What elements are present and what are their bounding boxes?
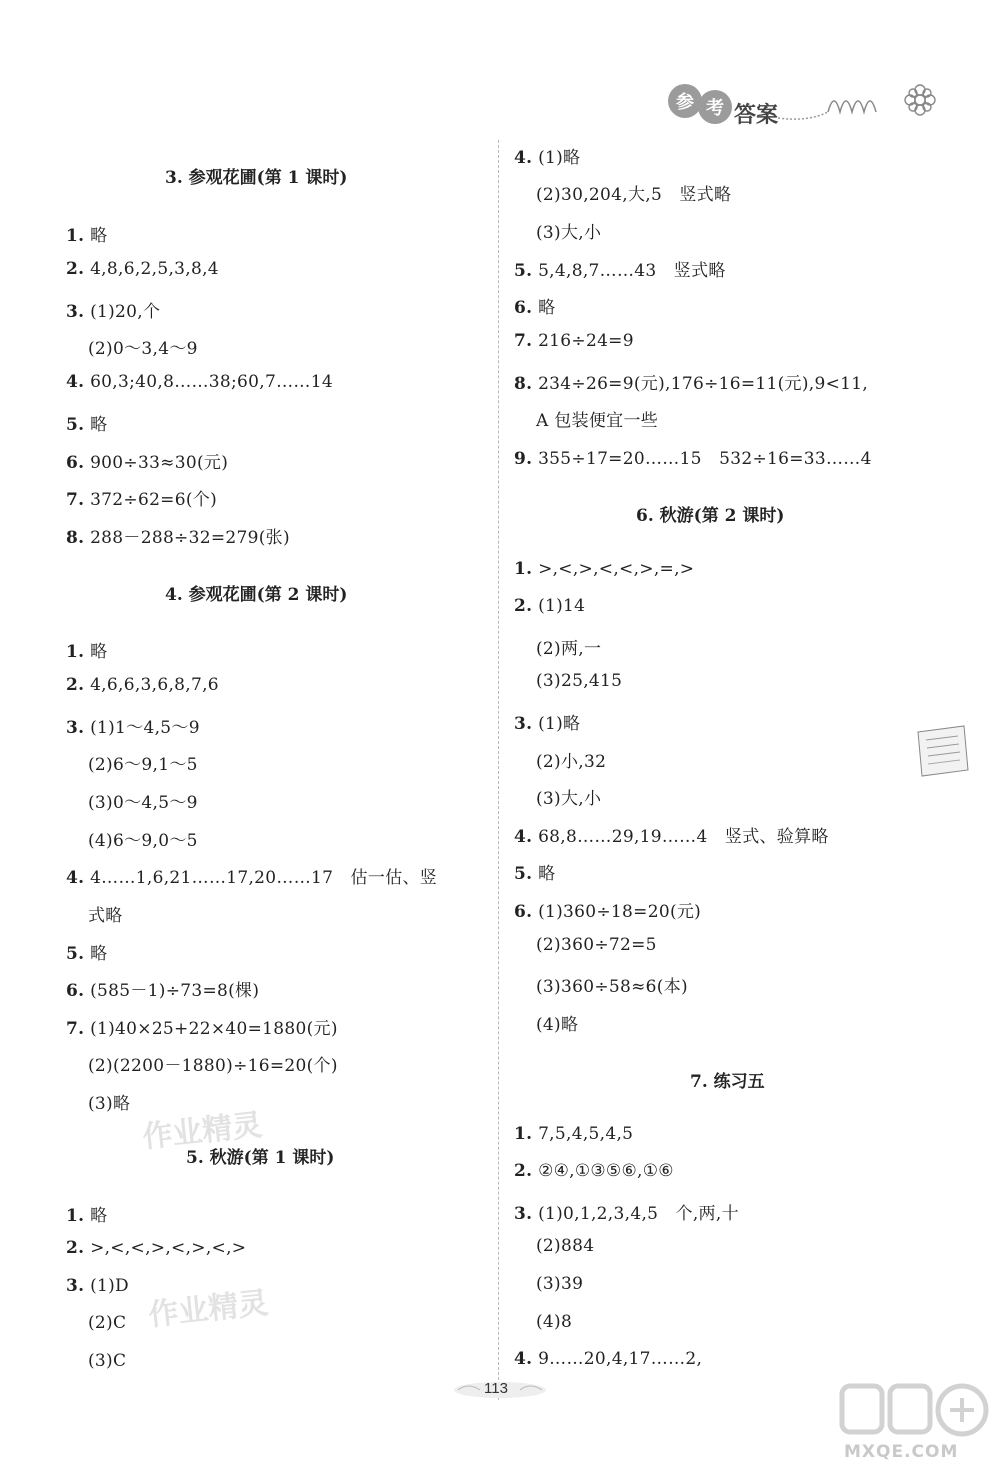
answer-line: 1. 略 xyxy=(66,1206,108,1226)
answer-line: 3. (1)0,1,2,3,4,5 个,两,十 xyxy=(514,1204,739,1224)
answer-line: (2)884 xyxy=(536,1236,595,1256)
answer-line: (2)0～3,4～9 xyxy=(88,339,198,359)
answer-line: 8. 234÷26=9(元),176÷16=11(元),9<11, xyxy=(514,374,869,394)
badge-char-1: 参 xyxy=(668,84,702,118)
answer-line: 6. (585－1)÷73=8(棵) xyxy=(66,981,260,1001)
answer-line: 3. (1)1～4,5～9 xyxy=(66,718,200,738)
answer-line: 2. 4,6,6,3,6,8,7,6 xyxy=(66,675,219,695)
answer-line: 6. (1)360÷18=20(元) xyxy=(514,902,702,922)
watermark-logo: 作业精灵 xyxy=(146,1285,270,1334)
answer-line: 1. 略 xyxy=(66,226,108,246)
answer-line: 9. 355÷17=20……15 532÷16=33……4 xyxy=(514,449,872,469)
answer-logo-icon xyxy=(838,1380,998,1442)
answer-line: 2. (1)14 xyxy=(514,596,586,616)
answer-line: 6. 略 xyxy=(514,298,556,318)
answer-line: (2)小,32 xyxy=(536,752,607,772)
answer-line: (4)8 xyxy=(536,1312,573,1332)
answer-line: A 包装便宜一些 xyxy=(536,411,659,431)
answer-line: 式略 xyxy=(88,906,123,926)
answer-line: 1. >,<,>,<,<,>,=,> xyxy=(514,559,695,579)
answer-line: (2)30,204,大,5 竖式略 xyxy=(536,185,732,205)
answer-line: 4. 60,3;40,8……38;60,7……14 xyxy=(66,372,333,392)
answer-line: (2)6～9,1～5 xyxy=(88,755,198,775)
answer-line: (2)C xyxy=(88,1313,127,1333)
site-watermark xyxy=(838,1380,998,1466)
answer-label: 答案 xyxy=(734,102,779,128)
answer-line: 1. 略 xyxy=(66,642,108,662)
answer-line: 4. 4……1,6,21……17,20……17 估一估、竖 xyxy=(66,868,438,888)
answer-line: 3. (1)略 xyxy=(514,714,581,734)
answer-line: (4)6～9,0～5 xyxy=(88,831,198,851)
column-divider xyxy=(498,140,499,1400)
answer-line: 3. (1)D xyxy=(66,1276,129,1296)
answer-line: 5. 略 xyxy=(66,944,108,964)
page-number: 113 xyxy=(484,1380,508,1397)
section-5-title: 5. 秋游(第 1 课时) xyxy=(186,1148,335,1168)
site-url: MXQE.COM xyxy=(844,1442,959,1462)
section-4-title: 4. 参观花圃(第 2 课时) xyxy=(165,585,348,605)
answer-line: (3)25,415 xyxy=(536,671,623,691)
answer-line: 2. 4,8,6,2,5,3,8,4 xyxy=(66,259,219,279)
answer-line: 1. 7,5,4,5,4,5 xyxy=(514,1124,634,1144)
page-number-ornament xyxy=(450,1376,550,1402)
answer-line: (2)360÷72=5 xyxy=(536,935,657,955)
answer-line: 4. 9……20,4,17……2, xyxy=(514,1349,703,1369)
stamp-icon xyxy=(912,722,972,782)
answer-line: (4)略 xyxy=(536,1015,579,1035)
answer-line: (2)两,一 xyxy=(536,639,602,659)
answer-line: (3)大,小 xyxy=(536,223,602,243)
answer-line: 7. 216÷24=9 xyxy=(514,331,634,351)
answer-line: 8. 288－288÷32=279(张) xyxy=(66,528,290,548)
answer-line: (3)C xyxy=(88,1351,127,1371)
flower-vine-icon xyxy=(668,78,948,128)
answer-line: (2)(2200－1880)÷16=20(个) xyxy=(88,1056,338,1076)
answer-line: (3)0～4,5～9 xyxy=(88,793,198,813)
answer-line: 5. 5,4,8,7……43 竖式略 xyxy=(514,261,726,281)
answer-line: (3)略 xyxy=(88,1094,131,1114)
answer-line: 6. 900÷33≈30(元) xyxy=(66,453,229,473)
section-3-title: 3. 参观花圃(第 1 课时) xyxy=(165,168,348,188)
answer-line: 5. 略 xyxy=(514,864,556,884)
answer-line: 2. >,<,<,>,<,>,<,> xyxy=(66,1238,247,1258)
answer-line: (3)39 xyxy=(536,1274,584,1294)
answer-header-badge xyxy=(668,78,948,128)
section-7-title: 7. 练习五 xyxy=(690,1072,765,1092)
answer-line: 5. 略 xyxy=(66,415,108,435)
answer-line: 2. ②④,①③⑤⑥,①⑥ xyxy=(514,1161,674,1181)
answer-line: 4. (1)略 xyxy=(514,148,581,168)
section-6-title: 6. 秋游(第 2 课时) xyxy=(636,506,785,526)
badge-char-2: 考 xyxy=(698,90,732,124)
answer-line: 4. 68,8……29,19……4 竖式、验算略 xyxy=(514,827,829,847)
watermark-logo: 作业精灵 xyxy=(140,1107,264,1156)
answer-line: (3)大,小 xyxy=(536,789,602,809)
answer-line: 7. (1)40×25+22×40=1880(元) xyxy=(66,1019,338,1039)
answer-line: 3. (1)20,个 xyxy=(66,302,161,322)
answer-line: 7. 372÷62=6(个) xyxy=(66,490,218,510)
answer-line: (3)360÷58≈6(本) xyxy=(536,977,688,997)
